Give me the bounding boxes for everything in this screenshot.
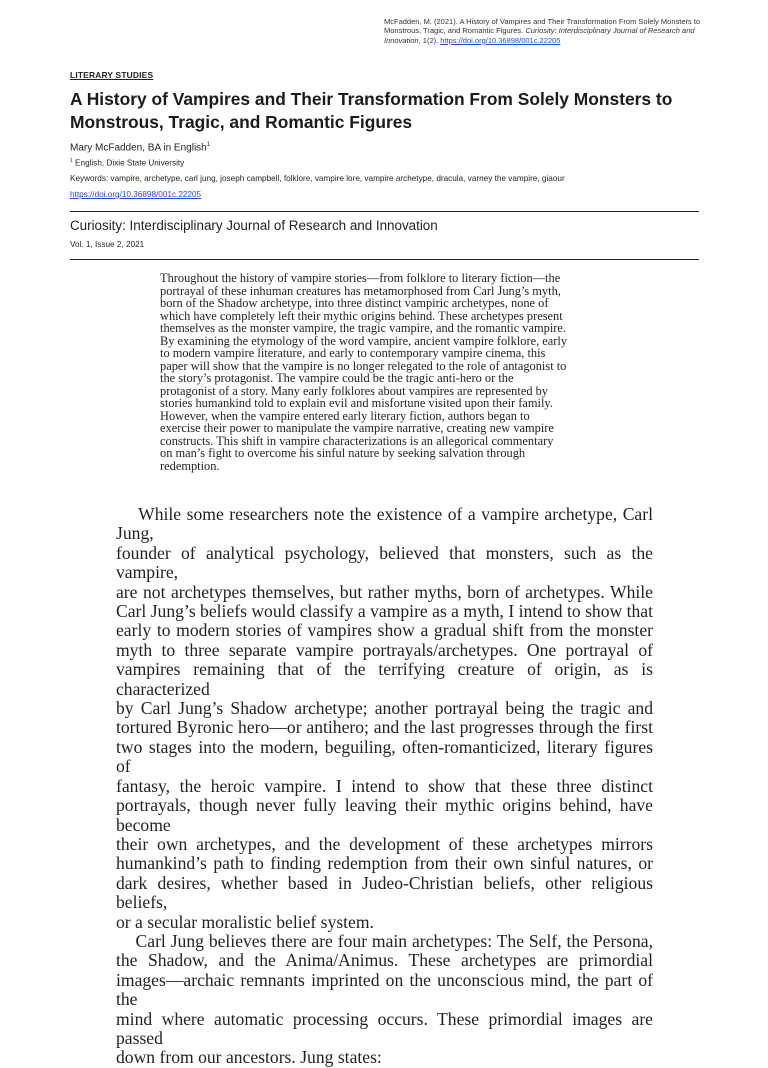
citation-journal: Curiosity: Interdisciplinary Journal of Research and Innovation, <box>384 26 695 45</box>
article-title: A History of Vampires and Their Transformation From Solely Monsters to Monstrous, Tragic, and Romantic Figures <box>70 89 673 132</box>
abstract-line: which have completely left their mythic origins behind. These archetypes present <box>160 308 563 323</box>
body-line: Carl Jung’s beliefs would classify a vampire as a myth, I intend to show that <box>116 601 653 622</box>
abstract-line: the story’s protagonist. The vampire could be the tragic anti-hero or the <box>160 371 514 385</box>
citation-doi-link[interactable]: https://doi.org/10.36898/001c.22205 <box>440 35 561 45</box>
body-line: early to modern stories of vampires show a gradual shift from the monster <box>116 620 653 641</box>
abstract-line: paper will show that the vampire is no longer relegated to the role of antagonist to <box>160 358 567 373</box>
citation-volume: 1(2). <box>420 35 441 45</box>
affiliation-sup: 1 <box>70 158 73 164</box>
section-label: LITERARY STUDIES <box>70 70 154 80</box>
abstract-line: Throughout the history of vampire stories—from folklore to literary fiction—the <box>160 271 561 285</box>
body-line: dark desires, whether based in Judeo-Christian beliefs, other religious beliefs, <box>116 872 653 913</box>
journal-name: Curiosity: Interdisciplinary Journal of Research and Innovation <box>70 218 438 233</box>
abstract-line: themselves as the monster vampire, the tragic vampire, and the romantic vampire. <box>160 321 566 335</box>
abstract <box>160 272 610 472</box>
body-line: two stages into the modern, beguiling, often-romanticized, literary figures of <box>116 736 653 777</box>
doi-link[interactable]: https://doi.org/10.36898/001c.22205 <box>70 190 202 199</box>
body-line: are not archetypes themselves, but rather myths, born of archetypes. While <box>116 581 653 602</box>
body-line: the Shadow, and the Anima/Animus. These archetypes are primordial <box>116 950 653 971</box>
body-line: myth to three separate vampire portrayals/archetypes. One portrayal of <box>116 639 653 660</box>
body-line: While some researchers note the existence of a vampire archetype, Carl Jung, <box>116 504 653 544</box>
body-line: portrayals, though never fully leaving their mythic origins behind, have become <box>116 795 653 835</box>
keywords: Keywords: vampire, archetype, carl jung, joseph campbell, folklore, vampire lore, vampire archetype, dracula, varney the vampire, giaour <box>70 174 565 183</box>
body-line: images—archaic remnants imprinted on the unconscious mind, the part of the <box>116 969 653 1010</box>
body-line: mind where automatic processing occurs. These primordial images are passed <box>116 1008 653 1048</box>
abstract-line: to modern vampire literature, and early to contemporary vampire cinema, this <box>160 346 546 360</box>
author-name: Mary McFadden, BA in English <box>70 142 207 154</box>
body-text <box>116 505 653 1068</box>
author-line <box>70 139 210 154</box>
body-line: their own archetypes, and the development of these archetypes mirrors <box>116 833 653 854</box>
abstract-line: By examining the etymology of the word vampire, ancient vampire folklore, early <box>160 333 568 348</box>
abstract-line: portrayal of these inhuman creatures has metamorphosed from Carl Jung’s myth, <box>160 283 561 298</box>
abstract-line: redemption. <box>160 458 220 473</box>
body-line: vampires remaining that of the terrifying creature of origin, as is characterized <box>116 659 653 699</box>
body-line: fantasy, the heroic vampire. I intend to show that these three distinct <box>116 775 653 796</box>
body-line: founder of analytical psychology, believed that monsters, such as the vampire, <box>116 542 653 583</box>
author-sup: 1 <box>206 142 211 148</box>
body-line: by Carl Jung’s Shadow archetype; another portrayal being the tragic and <box>116 698 653 719</box>
abstract-line: on man’s fight to overcome his sinful nature by seeking salvation through <box>160 446 526 460</box>
abstract-line: protagonist of a story. Many early folklores about vampires are represented by <box>160 383 548 398</box>
body-line: humankind’s path to finding redemption from their own sinful natures, or <box>116 853 653 874</box>
affiliation-line <box>70 156 184 169</box>
abstract-line: stories humankind told to explain evil and misfortune visited upon their family. <box>160 396 553 410</box>
citation-text: McFadden, M. (2021). A History of Vampires and Their Transformation From Solely Monsters to Monstrous, Tragic, and Romantic Figures. <box>384 17 701 36</box>
divider-bottom <box>70 259 699 260</box>
abstract-line: However, when the vampire entered early literary fiction, authors began to <box>160 408 530 423</box>
body-line: tortured Byronic hero—or antihero; and the last progresses through the first <box>116 717 653 738</box>
abstract-line: born of the Shadow archetype, into three distinct vampiric archetypes, none of <box>160 296 549 310</box>
abstract-line: constructs. This shift in vampire characterizations is an allegorical commentary <box>160 433 554 448</box>
citation-header <box>384 17 714 45</box>
divider-top <box>70 211 699 212</box>
body-line: Carl Jung believes there are four main archetypes: The Self, the Persona, <box>116 930 653 951</box>
body-line: or a secular moralistic belief system. <box>116 911 374 932</box>
body-line: down from our ancestors. Jung states: <box>116 1047 382 1068</box>
abstract-line: exercise their power to manipulate the vampire narrative, creating new vampire <box>160 421 554 435</box>
affiliation-text: English, Dixie State University <box>72 158 185 168</box>
journal-volume: Vol. 1, Issue 2, 2021 <box>70 240 145 249</box>
